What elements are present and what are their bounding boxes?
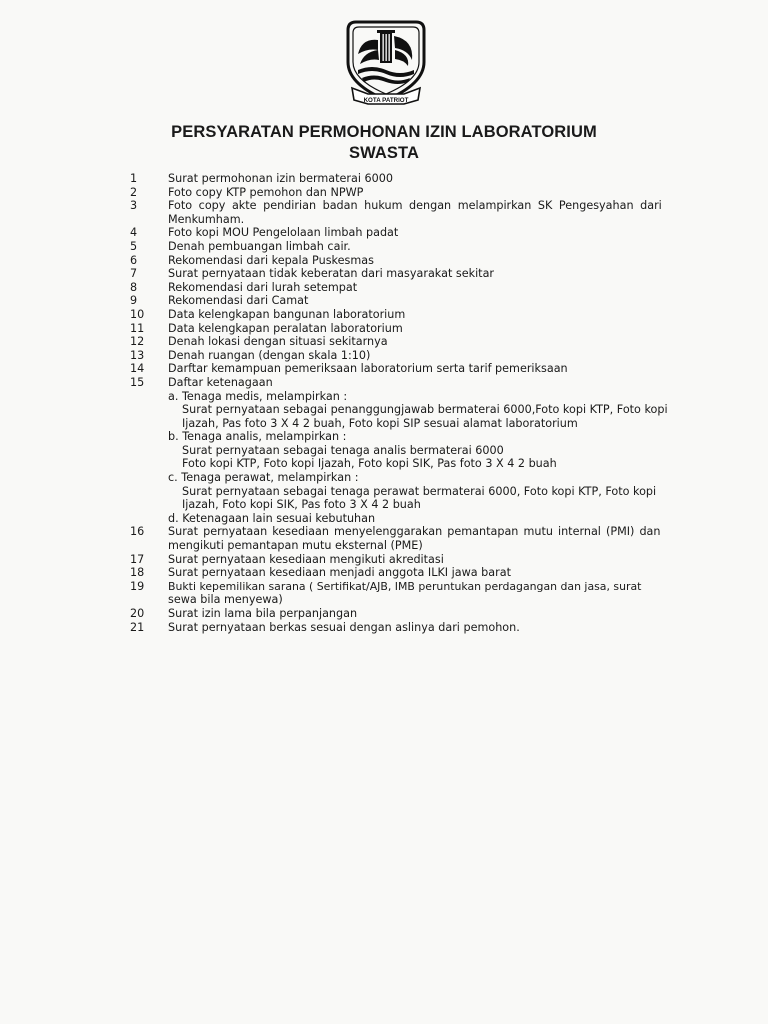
list-item <box>0 281 768 295</box>
item-number: 16 <box>130 525 145 539</box>
item-text: Data kelengkapan peralatan laboratorium <box>168 321 403 335</box>
item-text: Rekomendasi dari kepala Puskesmas <box>168 253 374 267</box>
list-item <box>0 349 768 363</box>
list-item <box>0 376 768 390</box>
item-number: 8 <box>130 280 138 294</box>
staffing-b-line: Surat pernyataan sebagai tenaga analis bermaterai 6000 <box>182 443 504 457</box>
list-item <box>0 186 768 200</box>
staffing-sublist <box>168 390 693 526</box>
item-number: 11 <box>130 321 145 335</box>
page-title <box>0 122 768 164</box>
item-number: 6 <box>130 253 138 267</box>
item-number: 5 <box>130 239 138 253</box>
item-text: Rekomendasi dari Camat <box>168 294 309 308</box>
list-item <box>0 294 768 308</box>
item-number: 4 <box>130 226 138 240</box>
list-item <box>0 322 768 336</box>
item-text: Surat pernyataan tidak keberatan dari masyarakat sekitar <box>168 267 495 281</box>
staffing-c-line: Surat pernyataan sebagai tenaga perawat bermaterai 6000, Foto kopi KTP, Foto kopi <box>182 484 657 498</box>
item-number: 15 <box>130 375 145 389</box>
item-number: 13 <box>130 348 145 362</box>
item-number: 18 <box>130 566 145 580</box>
item-text: Surat permohonan izin bermaterai 6000 <box>168 172 393 185</box>
item-text-continued: Menkumham. <box>168 212 245 226</box>
list-item <box>0 254 768 268</box>
item-text: Surat pernyataan berkas sesuai dengan aslinya dari pemohon. <box>168 620 520 634</box>
logo-ribbon-text: KOTA PATRIOT <box>363 97 409 104</box>
title-line-2: SWASTA <box>349 144 419 162</box>
staffing-b-label: b. Tenaga analis, melampirkan : <box>168 430 347 444</box>
item-number: 7 <box>130 267 138 281</box>
title-line-1: PERSYARATAN PERMOHONAN IZIN LABORATORIUM <box>171 123 597 141</box>
list-item <box>0 580 768 607</box>
staffing-a-label: a. Tenaga medis, melampirkan : <box>168 389 348 403</box>
staffing-a-line: Ijazah, Pas foto 3 X 4 2 buah, Foto kopi SIP sesuai alamat laboratorium <box>182 416 578 430</box>
regency-crest-icon <box>338 18 434 106</box>
item-number: 20 <box>130 607 145 620</box>
list-item <box>0 240 768 254</box>
item-number: 3 <box>130 199 138 213</box>
list-item <box>0 525 768 552</box>
item-number: 12 <box>130 335 145 349</box>
list-item <box>0 308 768 322</box>
staffing-c-body <box>168 485 693 512</box>
list-item <box>0 267 768 281</box>
item-text: Daftar ketenagaan <box>168 375 273 389</box>
item-text: Foto copy akte pendirian badan hukum dengan melampirkan SK Pengesyahan dari <box>168 199 662 213</box>
staffing-b-body <box>168 444 693 471</box>
item-number: 1 <box>130 172 138 185</box>
staffing-a-body <box>168 403 693 430</box>
item-number: 14 <box>130 362 145 376</box>
item-number: 21 <box>130 620 145 634</box>
staffing-c-line: Ijazah, Foto kopi SIK, Pas foto 3 X 4 2 buah <box>182 498 421 512</box>
staffing-c-label: c. Tenaga perawat, melampirkan : <box>168 471 359 485</box>
list-item <box>0 607 768 621</box>
item-number: 2 <box>130 185 138 199</box>
staffing-d-label: d. Ketenagaan lain sesuai kebutuhan <box>168 511 376 525</box>
item-text: Denah pembuangan limbah cair. <box>168 239 351 253</box>
list-item <box>0 226 768 240</box>
list-item <box>0 621 768 635</box>
item-text: Rekomendasi dari lurah setempat <box>168 280 358 294</box>
item-text: Denah lokasi dengan situasi sekitarnya <box>168 335 388 349</box>
item-number: 10 <box>130 307 145 321</box>
item-text: Foto copy KTP pemohon dan NPWP <box>168 185 364 199</box>
item-number: 9 <box>130 294 138 308</box>
item-text: Denah ruangan (dengan skala 1:10) <box>168 348 371 362</box>
list-item <box>0 553 768 567</box>
item-text: Foto kopi MOU Pengelolaan limbah padat <box>168 226 399 240</box>
list-item <box>0 172 768 186</box>
item-text: Darftar kemampuan pemeriksaan laboratorium serta tarif pemeriksaan <box>168 362 568 376</box>
item-number: 17 <box>130 552 145 566</box>
list-item <box>0 335 768 349</box>
item-number: 19 <box>130 579 145 593</box>
item-text: Bukti kepemilikan sarana ( Sertifikat/AJB, IMB peruntukan perdagangan dan jasa, surat <box>168 579 642 593</box>
item-text: Surat pernyataan kesediaan menyelenggarakan pemantapan mutu internal (PMI) dan <box>168 525 661 539</box>
item-text: Surat pernyataan kesediaan mengikuti akreditasi <box>168 552 444 566</box>
item-text-continued: sewa bila menyewa) <box>168 593 283 607</box>
item-text: Surat pernyataan kesediaan menjadi anggota ILKI jawa barat <box>168 566 511 580</box>
staffing-b-line: Foto kopi KTP, Foto kopi Ijazah, Foto kopi SIK, Pas foto 3 X 4 2 buah <box>182 457 557 471</box>
list-item <box>0 362 768 376</box>
item-text-continued: mengikuti pemantapan mutu eksternal (PME) <box>168 539 423 553</box>
list-item <box>0 566 768 580</box>
item-text: Data kelengkapan bangunan laboratorium <box>168 307 406 321</box>
requirements-list <box>0 172 768 634</box>
list-item <box>0 199 768 226</box>
staffing-a-line: Surat pernyataan sebagai penanggungjawab bermaterai 6000,Foto kopi KTP, Foto kopi <box>182 403 668 417</box>
item-text: Surat izin lama bila perpanjangan <box>168 607 358 620</box>
